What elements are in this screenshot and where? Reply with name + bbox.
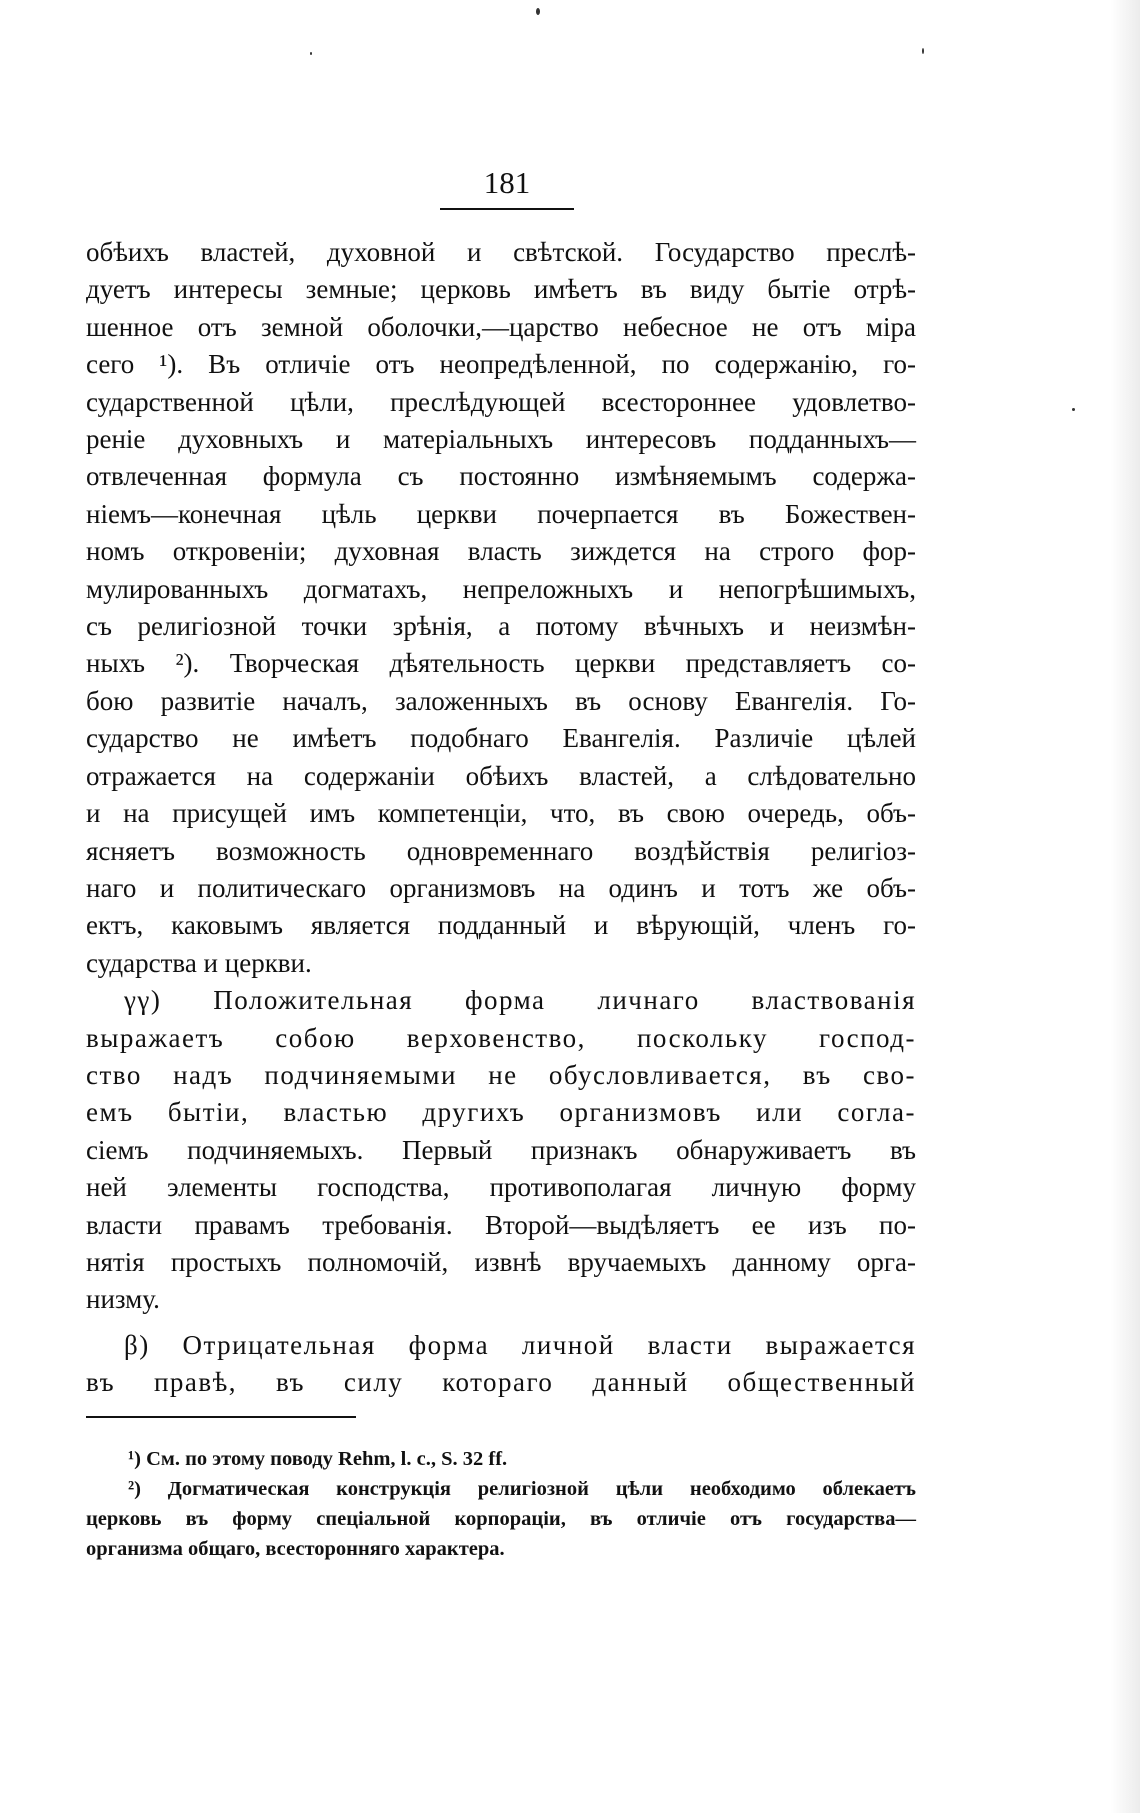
page-edge-shadow [1110,0,1140,1813]
text-line: наго и политическаго организмовъ на одинъ и тотъ же объ- [86,872,916,903]
text-line: обѣихъ властей, духовной и свѣтской. Государство преслѣ- [86,237,916,267]
paragraph-1 [86,234,916,982]
text-line: ней элементы господства, противополагая личную форму [86,1172,916,1203]
text-line: емъ бытіи, властью другихъ организмовъ или согла- [86,1097,916,1128]
text-line: ныхъ ²). Творческая дѣятельность церкви представляетъ со- [86,648,916,679]
scan-speck [922,48,924,54]
footnote-line: церковь въ форму спеціальной корпораціи, въ отличіе отъ государства— [86,1508,916,1530]
text-line: отражается на содержаніи обѣихъ властей, а слѣдовательно [86,760,916,791]
page-number-rule [440,208,574,210]
paragraph-3 [86,1327,916,1402]
text-line: власти правамъ требованія. Второй—выдѣляетъ ее изъ по- [86,1209,916,1240]
footnote-1 [86,1444,916,1474]
text-line: дуетъ интересы земные; церковь имѣетъ въ виду бытіе отрѣ- [86,274,916,305]
text-line: сего ¹). Въ отличіе отъ неопредѣленной, по содержанію, го- [86,349,916,380]
text-line: сударство не имѣетъ подобнаго Евангелія. Различіе цѣлей [86,723,916,754]
text-line: съ религіозной точки зрѣнія, а потому вѣчныхъ и неизмѣн- [86,611,916,642]
text-line: шенное отъ земной оболочки,—царство небесное не отъ міра [86,311,916,342]
text-line: сударственной цѣли, преслѣдующей всестороннее удовлетво- [86,386,916,417]
footnotes [86,1444,916,1564]
body-text [86,234,916,1402]
text-line: γγ) Положительная форма личнаго властвованія [124,985,916,1016]
scan-speck [310,52,312,55]
scan-speck [1072,408,1075,411]
footnote-2 [86,1474,916,1564]
text-line: мулированныхъ догматахъ, непреложныхъ и непогрѣшимыхъ, [86,573,916,604]
scan-speck [536,8,540,15]
text-line: нятія простыхъ полномочій, извнѣ вручаемыхъ данному орга- [86,1246,916,1277]
footnote-line: организма общаго, всесторонняго характера. [86,1538,505,1560]
text-line: и на присущей имъ компетенціи, что, въ свою очередь, объ- [86,798,916,829]
footnote-line: ¹) См. по этому поводу Rehm, l. c., S. 32 ff. [128,1448,508,1470]
page-number: 181 [483,165,531,200]
text-line: бою развитіе началъ, заложенныхъ въ основу Евангелія. Го- [86,685,916,716]
text-line: ство надъ подчиняемыми не обусловливается, въ сво- [86,1059,916,1090]
text-line: въ правѣ, въ силу котораго данный общественный [86,1367,916,1398]
footnote-line: ²) Догматическая конструкція религіозной цѣли необходимо облекаетъ [128,1478,916,1500]
text-line: номъ откровеніи; духовная власть зиждется на строго фор- [86,536,916,567]
text-line: ясняетъ возможность одновременнаго воздѣйствія религіоз- [86,835,916,866]
text-line: ніемъ—конечная цѣль церкви почерпается въ Божествен- [86,498,916,529]
paragraph-2 [86,982,916,1319]
text-line: низму. [86,1284,160,1315]
text-line: ектъ, каковымъ является подданный и вѣрующій, членъ го- [86,910,916,941]
text-line: реніе духовныхъ и матеріальныхъ интересовъ подданныхъ— [86,424,916,455]
text-line: выражаетъ собою верховенство, поскольку господ- [86,1022,916,1053]
text-line: отвлеченная формула съ постоянно измѣняемымъ содержа- [86,461,916,492]
text-line: сіемъ подчиняемыхъ. Первый признакъ обнаруживаетъ въ [86,1134,916,1165]
text-line: сударства и церкви. [86,947,312,978]
text-line: β) Отрицательная форма личной власти выражается [124,1329,916,1360]
footnote-rule [86,1416,356,1418]
